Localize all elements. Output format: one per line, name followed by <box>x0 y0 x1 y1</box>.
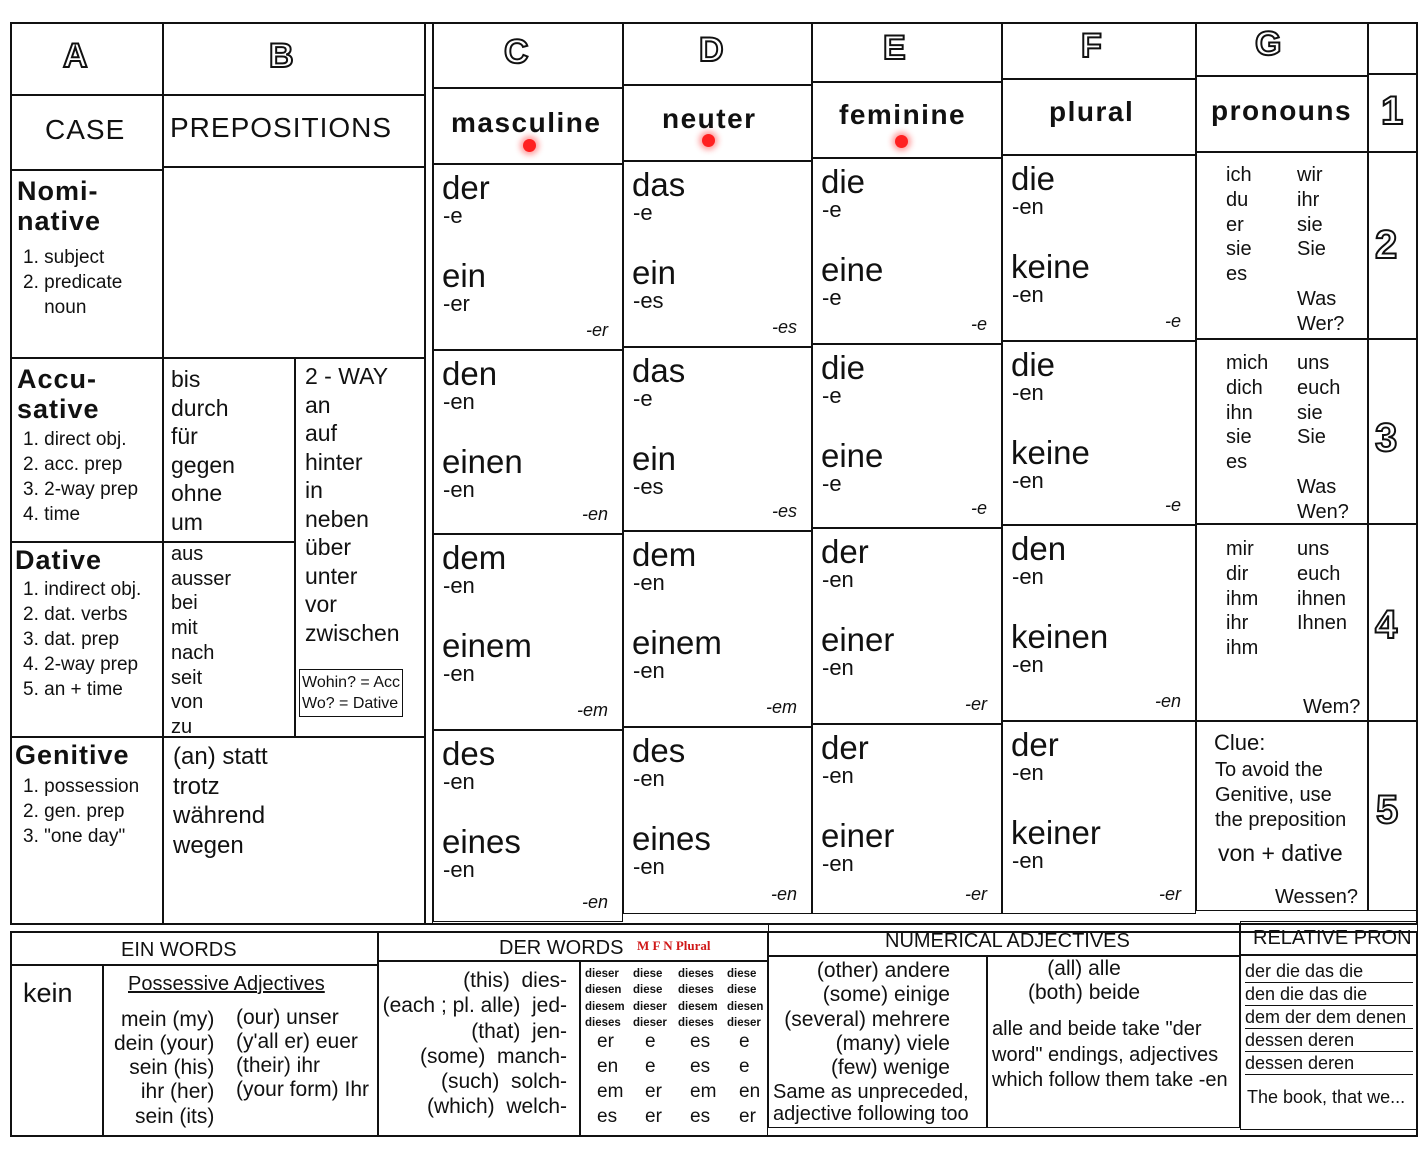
definite-article: der <box>821 729 869 766</box>
der-words-title: DER WORDS <box>499 937 624 959</box>
indefinite-ending: -es <box>633 288 664 313</box>
divider-double-line <box>425 22 433 925</box>
pronouns-dative-right: uns euch ihnen Ihnen <box>1297 538 1348 635</box>
indefinite-article: eine <box>821 251 884 288</box>
numerical-right-cell <box>987 956 1240 1128</box>
indefinite-ending: -en <box>633 854 665 879</box>
definite-ending: -e <box>633 200 653 225</box>
definite-article: das <box>632 352 686 389</box>
col-letter-g: G <box>1255 25 1282 63</box>
row-number-5: 5 <box>1376 788 1399 832</box>
adjective-ending-tag: -em <box>577 700 608 720</box>
adjective-ending-tag: -en <box>581 504 608 524</box>
indefinite-ending: -en <box>443 477 475 502</box>
definite-ending: -e <box>633 386 653 411</box>
pronouns-nominative-left: ich du er sie es <box>1226 164 1252 286</box>
row-number-cell-3 <box>1368 339 1418 524</box>
indefinite-ending: -en <box>822 851 854 876</box>
indefinite-article: keine <box>1011 434 1090 471</box>
definite-article: der <box>1011 726 1059 763</box>
adjective-ending-tag: -en <box>581 892 608 912</box>
definite-ending: -en <box>633 570 665 595</box>
definite-article: der <box>821 533 869 570</box>
der-words-list-cell <box>378 961 580 1137</box>
wohin-wo-box: Wohin? = Acc Wo? = Dative <box>299 669 403 717</box>
indefinite-ending: -e <box>822 285 842 310</box>
col-g-header <box>1196 22 1368 76</box>
article-cell-masculine-nominative <box>433 164 623 350</box>
indefinite-article: einer <box>821 621 895 658</box>
case-cell-dative <box>10 542 163 737</box>
case-items-dative: 1. indirect obj. 2. dat. verbs 3. dat. prep 4. 2-way prep 5. an + time <box>23 579 142 700</box>
adjective-ending-tag: -er <box>1159 884 1181 904</box>
numerical-note: Same as unpreceded, adjective following too <box>773 1081 969 1125</box>
indefinite-article: ein <box>632 440 677 477</box>
kein-label: kein <box>23 978 73 1008</box>
definite-article: die <box>821 163 866 200</box>
header-case-label: CASE <box>45 114 126 145</box>
indefinite-article: einer <box>821 817 895 854</box>
header-prepositions <box>163 95 425 167</box>
header-neuter-label: neuter <box>662 103 757 134</box>
indefinite-article: ein <box>442 257 487 294</box>
numerical-left-list: (other) andere (some) einige (several) mehrere (many) viele (few) wenige <box>784 959 950 1080</box>
prep-list-two-way: 2 - WAY an auf hinter in neben über unter vor zwischen <box>305 363 400 646</box>
prep-cell-genitive <box>163 737 425 925</box>
indefinite-ending: -en <box>1012 848 1044 873</box>
adjective-ending-tag: -e <box>1164 495 1181 515</box>
der-words-list: (this) dies- (each ; pl. alle) jed- (that) jen- (some) manch- (such) solch- (which) welch- <box>382 969 567 1119</box>
definite-ending: -en <box>443 389 475 414</box>
case-name-dative: Dative <box>15 545 103 575</box>
case-name-accusative: Accu- sative <box>17 364 100 424</box>
indefinite-ending: -en <box>1012 652 1044 677</box>
ein-words-header <box>10 931 378 965</box>
row-number-cell-1 <box>1368 74 1418 152</box>
der-word-forms: dieses dieses diesem dieses <box>678 968 718 1029</box>
definite-article: des <box>442 735 496 772</box>
definite-ending: -en <box>443 573 475 598</box>
pronouns-nominative-right: wir ihr sie Sie Was Wer? <box>1297 164 1345 335</box>
definite-article: den <box>442 355 498 392</box>
col-e-header <box>812 22 1002 82</box>
relative-title: RELATIVE PRON <box>1253 927 1412 949</box>
numerical-right-note: alle and beide take "der word" endings, adjectives which follow them take -en <box>992 1018 1228 1091</box>
red-marker-feminine <box>895 135 908 148</box>
col-letter-c: C <box>504 33 529 71</box>
row-number-cell-2 <box>1368 152 1418 339</box>
indefinite-ending: -en <box>1012 282 1044 307</box>
prep-list-accusative: bis durch für gegen ohne um <box>171 366 235 535</box>
col-b-header <box>163 22 425 95</box>
header-pronouns <box>1196 76 1368 152</box>
header-masculine-label: masculine <box>451 107 602 138</box>
definite-article: den <box>1011 530 1067 567</box>
row-number-2: 2 <box>1375 223 1398 267</box>
col-letter-b: B <box>269 37 294 75</box>
indefinite-article: ein <box>632 254 677 291</box>
article-cell-plural-genitive <box>1002 721 1196 914</box>
clue-text: To avoid the Genitive, use the preposition <box>1215 759 1347 831</box>
definite-article: die <box>821 349 866 386</box>
adjective-ending-tag: -e <box>970 314 987 334</box>
article-cell-feminine-nominative <box>812 158 1002 344</box>
der-words-header <box>378 931 768 961</box>
definite-article: dem <box>442 539 507 576</box>
article-cell-masculine-dative <box>433 534 623 730</box>
col-d-header <box>623 22 812 85</box>
adjective-ending-tag: -en <box>770 884 797 904</box>
article-cell-plural-nominative <box>1002 155 1196 341</box>
definite-article: der <box>442 169 490 206</box>
definite-ending: -e <box>822 383 842 408</box>
case-items-nominative: 1. subject 2. predicate noun <box>23 247 123 318</box>
indefinite-ending: -er <box>443 291 470 316</box>
prep-cell-nominative <box>163 167 425 358</box>
header-prepositions-label: PREPOSITIONS <box>170 112 393 143</box>
indefinite-ending: -en <box>443 857 475 882</box>
adjective-ending-tag: -e <box>1164 311 1181 331</box>
indefinite-ending: -e <box>822 471 842 496</box>
indefinite-article: keine <box>1011 248 1090 285</box>
header-feminine-label: feminine <box>839 99 967 130</box>
prep-list-genitive: (an) statt trotz während wegen <box>173 743 268 859</box>
indefinite-article: keiner <box>1011 814 1101 851</box>
clue-question: Wessen? <box>1275 886 1359 908</box>
adjective-ending-tag: -er <box>965 694 987 714</box>
article-cell-neuter-genitive <box>623 727 812 914</box>
adjective-ending-tag: -en <box>1154 691 1181 711</box>
numerical-right-top: (all) alle (both) beide <box>1028 957 1141 1004</box>
definite-article: die <box>1011 346 1056 383</box>
pronoun-cell-nominative <box>1196 152 1368 339</box>
pronoun-cell-genitive <box>1196 721 1368 911</box>
numerical-title: NUMERICAL ADJECTIVES <box>885 930 1130 952</box>
numerical-left-cell <box>768 956 987 1128</box>
der-word-forms: diese diese diesen dieser <box>727 968 764 1029</box>
indefinite-article: einem <box>632 624 722 661</box>
der-word-endings: er en em es <box>597 1031 624 1127</box>
relative-pronoun-row: dem der dem denen <box>1245 1006 1413 1029</box>
col-letter-a: A <box>63 37 88 75</box>
relative-example: The book, that we... <box>1247 1087 1406 1107</box>
header-masculine <box>433 88 623 164</box>
pronouns-accusative-left: mich dich ihn sie es <box>1226 352 1269 474</box>
col-f-header <box>1002 22 1196 79</box>
case-name-nominative: Nomi- native <box>17 176 102 236</box>
indefinite-ending: -en <box>633 658 665 683</box>
adjective-ending-tag: -es <box>771 501 797 521</box>
definite-ending: -en <box>1012 380 1044 405</box>
col-letter-e: E <box>883 29 906 67</box>
definite-ending: -en <box>822 763 854 788</box>
relative-pronoun-row: den die das die <box>1245 983 1413 1006</box>
adjective-ending-tag: -em <box>766 697 797 717</box>
pronoun-cell-accusative <box>1196 339 1368 524</box>
indefinite-article: keinen <box>1011 618 1109 655</box>
numerical-header <box>768 924 1240 956</box>
case-items-accusative: 1. direct obj. 2. acc. prep 3. 2-way prep 4. time <box>23 429 139 525</box>
article-cell-plural-dative <box>1002 525 1196 721</box>
row-number-3: 3 <box>1375 416 1398 460</box>
der-word-forms: dieser diesen diesem dieses <box>585 968 625 1029</box>
relative-cell <box>1240 955 1418 1130</box>
possessive-left: mein (my) dein (your) sein (his) ihr (her) sein (its) <box>114 1008 215 1128</box>
header-plural <box>1002 79 1196 155</box>
adjective-ending-tag: -er <box>965 884 987 904</box>
case-cell-accusative <box>10 358 163 542</box>
relative-header <box>1240 921 1418 955</box>
indefinite-article: einen <box>442 443 523 480</box>
der-word-endings: e e en er <box>739 1031 761 1127</box>
row-number-cell-5 <box>1368 721 1418 911</box>
red-marker-masculine <box>523 139 536 152</box>
relative-pronoun-row: dessen deren <box>1245 1029 1413 1052</box>
article-cell-neuter-dative <box>623 531 812 727</box>
row-number-4: 4 <box>1375 603 1398 647</box>
indefinite-article: eines <box>442 823 521 860</box>
col-letter-f: F <box>1081 27 1102 65</box>
clue-label: Clue: <box>1214 730 1266 755</box>
header-plural-label: plural <box>1049 96 1135 127</box>
case-cell-genitive <box>10 737 163 925</box>
article-cell-masculine-accusative <box>433 350 623 534</box>
header-case <box>10 95 163 170</box>
adjective-ending-tag: -er <box>586 320 608 340</box>
indefinite-ending: -en <box>443 661 475 686</box>
ein-words-title: EIN WORDS <box>121 939 237 961</box>
possessive-right: (our) unser (y'all er) euer (their) ihr (your form) Ihr <box>236 1006 370 1102</box>
case-items-genitive: 1. possession 2. gen. prep 3. "one day" <box>23 776 140 847</box>
definite-article: das <box>632 166 686 203</box>
header-neuter <box>623 85 812 161</box>
indefinite-article: eines <box>632 820 711 857</box>
der-word-endings: es es em es <box>690 1031 717 1127</box>
definite-ending: -en <box>1012 194 1044 219</box>
definite-article: des <box>632 732 686 769</box>
prep-list-dative: aus ausser bei mit nach seit von zu <box>171 543 232 738</box>
article-cell-masculine-genitive <box>433 730 623 922</box>
prep-cell-two-way <box>295 358 425 737</box>
definite-ending: -en <box>633 766 665 791</box>
der-words-legend: M F N Plural <box>637 938 711 953</box>
prep-cell-dative <box>163 542 295 737</box>
relative-pronoun-row: dessen deren <box>1245 1052 1413 1075</box>
adjective-ending-tag: -es <box>771 317 797 337</box>
indefinite-ending: -en <box>1012 468 1044 493</box>
case-cell-nominative <box>10 170 163 358</box>
red-marker-neuter <box>702 134 715 147</box>
case-name-genitive: Genitive <box>15 740 130 770</box>
der-word-endings: e e er er <box>645 1031 662 1127</box>
article-cell-feminine-genitive <box>812 724 1002 914</box>
row-number-1: 1 <box>1381 89 1404 133</box>
ein-words-kein-cell <box>10 965 103 1137</box>
col-blank-header <box>1368 22 1418 74</box>
definite-ending: -en <box>1012 564 1044 589</box>
definite-ending: -en <box>1012 760 1044 785</box>
indefinite-ending: -en <box>822 655 854 680</box>
definite-article: die <box>1011 160 1056 197</box>
adjective-ending-tag: -e <box>970 498 987 518</box>
pronouns-accusative-right: uns euch sie Sie Was Wen? <box>1297 352 1349 523</box>
article-cell-feminine-dative <box>812 528 1002 724</box>
prep-cell-accusative <box>163 358 295 542</box>
definite-ending: -en <box>822 567 854 592</box>
col-letter-d: D <box>699 31 724 69</box>
col-c-header <box>433 22 623 88</box>
possessive-adjectives-title: Possessive Adjectives <box>128 973 325 995</box>
col-a-header <box>10 22 163 95</box>
definite-ending: -e <box>443 203 463 228</box>
relative-pronoun-row: der die das die <box>1245 960 1413 983</box>
indefinite-article: einem <box>442 627 532 664</box>
indefinite-article: eine <box>821 437 884 474</box>
definite-article: dem <box>632 536 697 573</box>
clue-von-dative: von + dative <box>1218 840 1343 866</box>
pronouns-dative-question: Wem? <box>1303 696 1361 718</box>
der-words-grid-cell <box>580 961 768 1137</box>
der-word-forms: diese diese dieser dieser <box>633 968 667 1029</box>
pronouns-dative-left: mir dir ihm ihr ihm <box>1226 538 1259 660</box>
possessive-adjectives-cell <box>103 965 378 1137</box>
definite-ending: -en <box>443 769 475 794</box>
article-cell-neuter-nominative <box>623 161 812 347</box>
article-cell-feminine-accusative <box>812 344 1002 528</box>
header-pronouns-label: pronouns <box>1211 95 1353 126</box>
row-number-cell-4 <box>1368 524 1418 721</box>
definite-ending: -e <box>822 197 842 222</box>
pronoun-cell-dative <box>1196 524 1368 721</box>
indefinite-ending: -es <box>633 474 664 499</box>
article-cell-neuter-accusative <box>623 347 812 531</box>
article-cell-plural-accusative <box>1002 341 1196 525</box>
header-feminine <box>812 82 1002 158</box>
